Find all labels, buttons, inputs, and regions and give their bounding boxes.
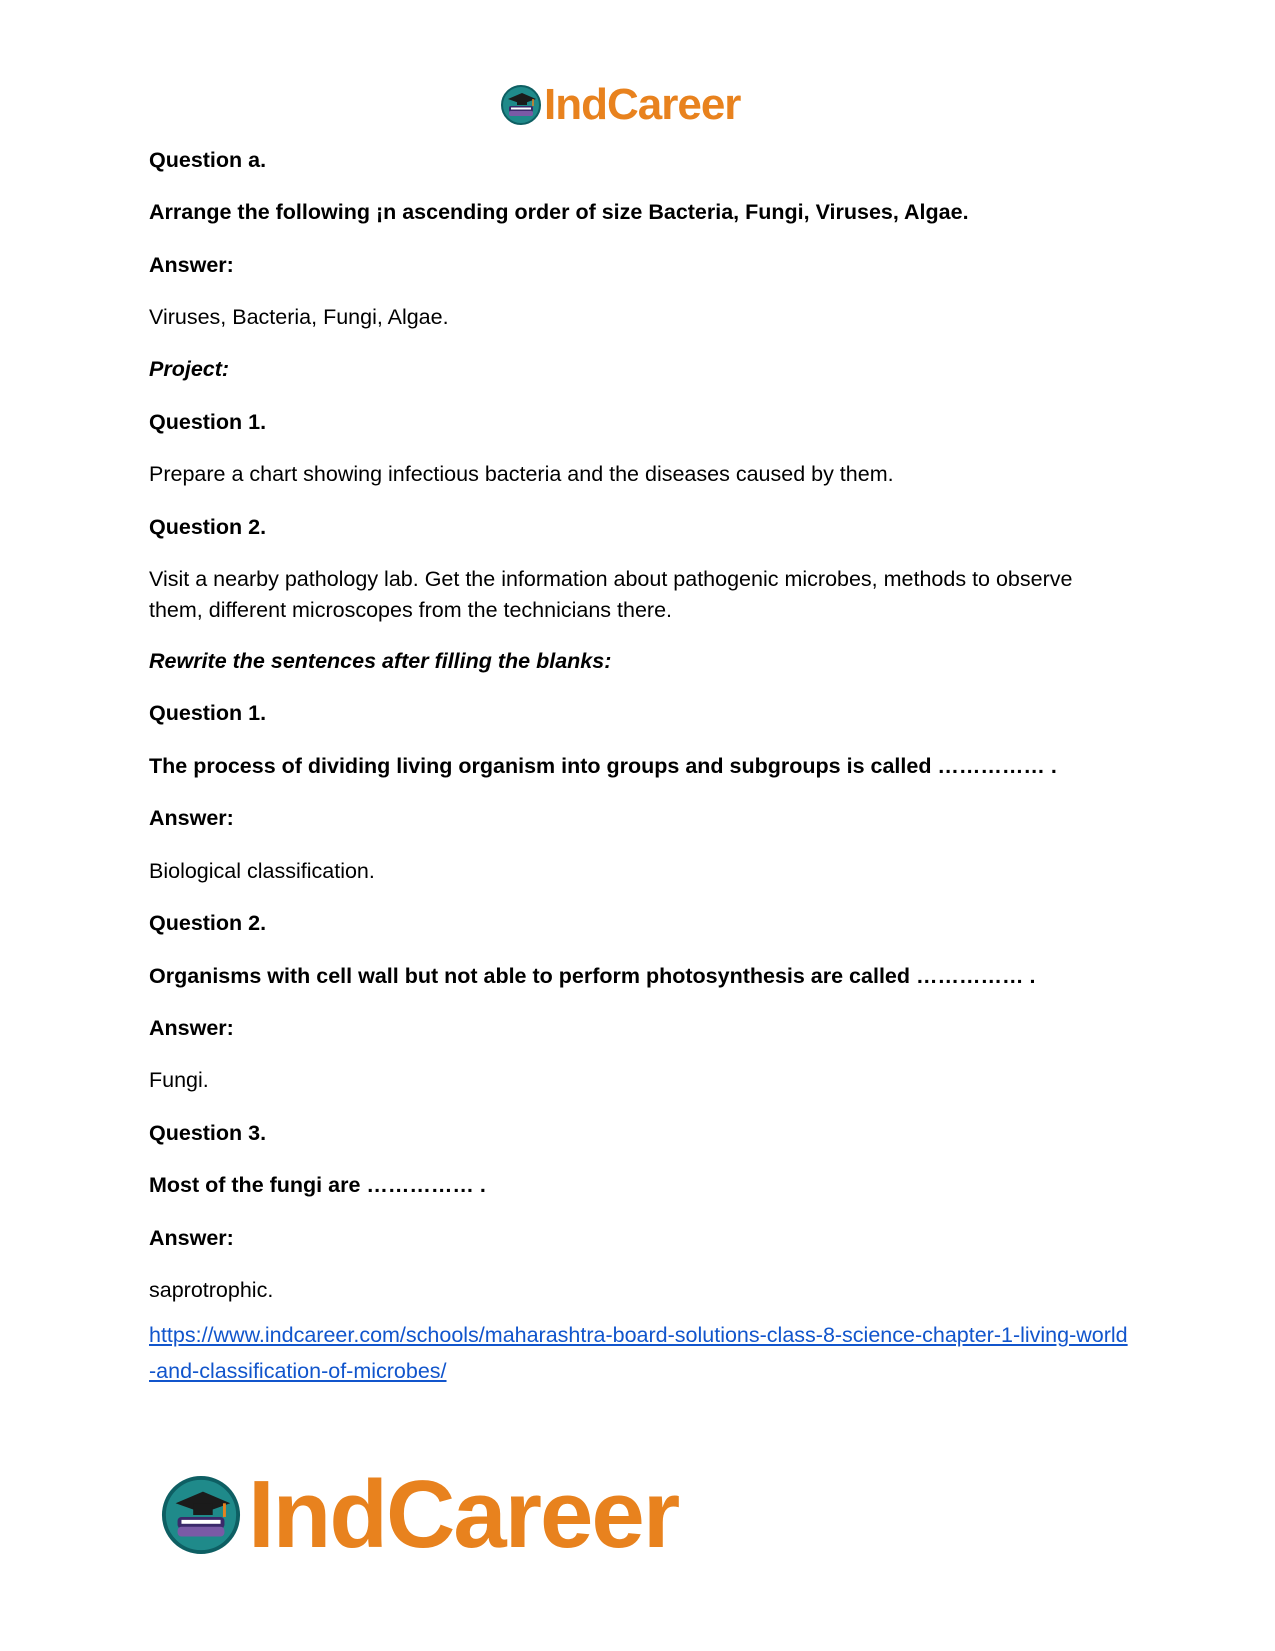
- project-text: Visit a nearby pathology lab. Get the information about pathogenic microbes, methods to observe them, different microscopes from the technicians there.: [149, 567, 1073, 622]
- graduation-book-icon: [500, 84, 542, 126]
- question-text: The process of dividing living organism into groups and subgroups is called …………… .: [149, 754, 1057, 778]
- answer-label: Answer:: [149, 806, 234, 830]
- answer-text: Viruses, Bacteria, Fungi, Algae.: [149, 305, 449, 329]
- question-label: Question 1.: [149, 701, 267, 725]
- answer-label: Answer:: [149, 253, 234, 277]
- answer-text: saprotrophic.: [149, 1278, 274, 1302]
- question-label: Question a.: [149, 148, 267, 172]
- answer-label: Answer:: [149, 1016, 234, 1040]
- question-text: Organisms with cell wall but not able to perform photosynthesis are called …………… .: [149, 964, 1036, 988]
- answer-label: Answer:: [149, 1226, 234, 1250]
- question-label: Question 2.: [149, 515, 267, 539]
- question-label: Question 1.: [149, 410, 267, 434]
- question-text: Most of the fungi are …………… .: [149, 1173, 486, 1197]
- answer-text: Biological classification.: [149, 859, 375, 883]
- question-label: Question 3.: [149, 1121, 267, 1145]
- source-link[interactable]: https://www.indcareer.com/schools/maharashtra-board-solutions-class-8-science-chapter-1-living-world-and-classification-of-microbes/: [149, 1323, 1128, 1383]
- project-text: Prepare a chart showing infectious bacteria and the diseases caused by them.: [149, 462, 894, 486]
- brand-wordmark: IndCareer: [544, 80, 741, 129]
- section-heading-project: Project:: [149, 357, 230, 381]
- brand-wordmark: IndCareer: [248, 1461, 679, 1568]
- question-label: Question 2.: [149, 911, 267, 935]
- question-text: Arrange the following ¡n ascending order of size Bacteria, Fungi, Viruses, Algae.: [149, 200, 969, 224]
- answer-text: Fungi.: [149, 1068, 209, 1092]
- indcareer-logo-header: [500, 80, 740, 130]
- section-heading-fill-blanks: Rewrite the sentences after filling the blanks:: [149, 649, 612, 673]
- graduation-book-icon: [160, 1474, 242, 1556]
- indcareer-logo-footer: [160, 1460, 678, 1570]
